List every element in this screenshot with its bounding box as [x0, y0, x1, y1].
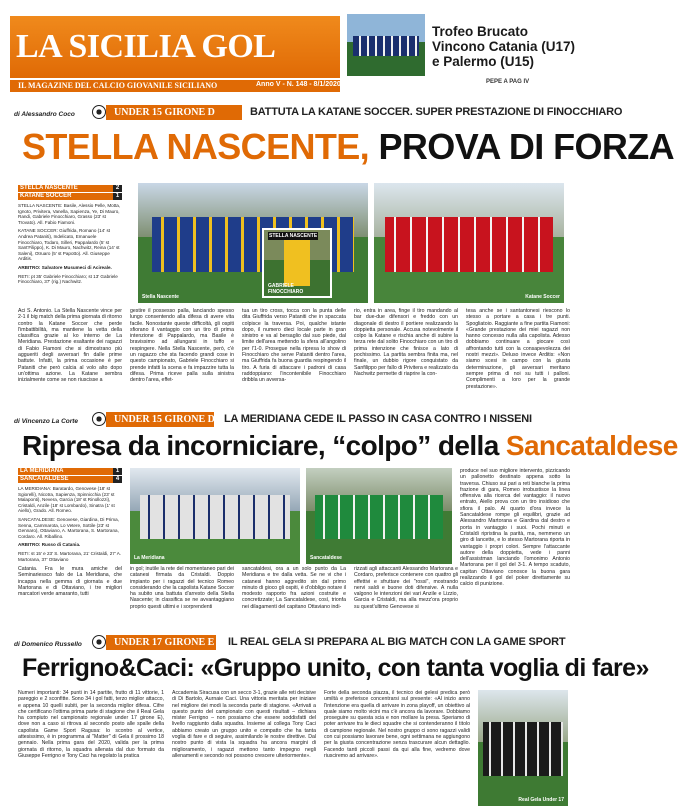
- article-kicker: LA MERIDIANA CEDE IL PASSO IN CASA CONTRO I NISSENI: [224, 413, 532, 425]
- article-column: in gol; inutile la rete del momentaneo pari dei catanesi firmata da Cristaldi. Doppio impianto per i ragazzi del tecnico Romeo considerando che la capolista Katane Soccer ha subito una battuta d'arresto della Stella Nascente; in classifica se ne avvantaggiano proprio questi ultimi e i sorprendenti: [130, 566, 234, 610]
- masthead: [0, 0, 580, 92]
- article-headline: Ferrigno&Caci: «Gruppo unito, con tanta voglia di fare»: [22, 654, 649, 682]
- photo-caption: Katane Soccer: [525, 294, 560, 300]
- article-kicker: IL REAL GELA SI PREPARA AL BIG MATCH CON LA GAME SPORT: [228, 636, 566, 648]
- article-headline: [22, 430, 678, 462]
- article-column: tesa anche se i santantonesi riescono lo stesso a portare a casa i tre punti. Spogliatoio. Raggiante a fine partita Fiamoni: «Grande prestazione dei miei ragazzi non hanno concesso nulla alla capolista. Adesso dobbiamo continuare a giocare così affrontando tutti con la consapevolezza dei nostri mezzi». Deluso invece Arditis: «Non siamo scesi in campo con la giusta determinazione, gli avversari meritano sempre prima di noi su tutti i palloni. Complimenti a loro per la grande prestazione».: [466, 308, 570, 390]
- photo-caption: Stella Nascente: [142, 294, 179, 300]
- article-kicker: BATTUTA LA KATANE SOCCER. SUPER PRESTAZIONE DI FINOCCHIARO: [250, 106, 623, 118]
- football-icon: [92, 412, 106, 426]
- scorers: RETI: st 15' e 23' S. Martorana, 21' Cristaldi, 27' A. Martorana, 37' Ottaviano: [18, 550, 122, 562]
- teaser-photo: [347, 14, 425, 76]
- home-team: STELLA NASCENTE: [20, 185, 78, 191]
- headline-part-1: Ripresa da incorniciare, “colpo” della: [22, 430, 506, 461]
- headline-part-2: PROVA DI FORZA: [369, 126, 675, 167]
- scorers: RETI: pt 35' Gabriele Finocchiaro; st 13' Gabriele Finocchiaro, 37' (rig.) Nachwitz.: [18, 273, 118, 285]
- referee: ARBITRO: Russo di Catania.: [18, 542, 81, 548]
- article-headline: [22, 126, 674, 168]
- away-team-row: [18, 476, 122, 483]
- team-photo-la-meridiana: [130, 468, 300, 564]
- player-name: GABRIELE FINOCCHIARO: [268, 283, 304, 295]
- home-team-row: [18, 185, 122, 192]
- masthead-subtitle: IL MAGAZINE DEL CALCIO GIOVANILE SICILIANO: [18, 81, 218, 90]
- article-column: Numeri importanti: 34 punti in 14 partite, frutto di 11 vittorie, 1 pareggio e 2 sconfitte. Sono 34 i gol fatti, terzo miglior attacco, e appena 10 quelli subiti, per la seconda miglior difesa. Cifre che certificano l'ottima prima parte di stagione che il Real Gela ha compiuto nel campionato regionale under 17 girone E), dove non a caso si ritrova al secondo posto alle spalle della capolista Game Sport Ragusa: lo scontro al vertice, attesissimo, è in programma al "Matter" di Gela il prossimo 18 gennaio. Nella prima gara del 2020, valida per la prima giornata di ritorno, la squadra allenata dal duo formato da Giuseppe Ferrigno e Tony Caci ha regolato la pratica: [18, 690, 164, 759]
- home-score: 2: [113, 185, 122, 192]
- article-author: di Domenico Russello: [14, 641, 82, 648]
- article-column: Catania. Fra le mura amiche del Seminariessco falo de La Meridiana, che incappa nella gemma di giornata e due Martorana e di Ottaviano, i tre migliori marcatori verde amaranto, tutti: [18, 566, 122, 598]
- away-team: KATANE SOCCER: [20, 193, 72, 199]
- photo-label: STELLA NASCENTE: [269, 233, 318, 239]
- player-photo: [262, 228, 332, 298]
- photo-caption: Sancataldese: [310, 555, 342, 561]
- article-column: produce nel suo migliore intervento, pizzicando un pallonetto destinato appena sotto la traversa. Chiuso sui pari a reti bianche la prima frazione di gara, Romeo irrobustisce la linea offensiva alla ricerca del vantaggio: il nuovo entrato, Aiello prova con un tiro insidioso che sfiora il palo. Al quarto d'ora invece la Sancataldese rompe gli equilibri, grazie ad Alessandro Martorana e Giardina dal destro e porta in vantaggio i suoi. Pochi minuti e Cristaldi ripristina la parità, ma, nemmeno un giro di lancette, e lo stesso Martorana riporta in vantaggio i propri colori. Sempre l'attaccante autore della doppietta, vede i panni dell'assistman lanciando l'omonimo Antonio Martorana per il gol del 3-1. A tempo scaduto, capitan Ottaviano conosce la buona gara realizzando il gol del poker direttamente su calcio di punizione.: [460, 468, 570, 588]
- photo-caption: La Meridiana: [134, 555, 165, 561]
- headline-part-1: STELLA NASCENTE,: [22, 126, 370, 167]
- away-team: SANCATALDESE: [20, 476, 69, 482]
- team-photo-real-gela: [478, 690, 568, 806]
- match-box-score: [18, 468, 122, 562]
- home-team-row: [18, 468, 122, 475]
- headline-part-2: Sancataldese: [505, 430, 678, 461]
- article-column: gestire il possesso palla, lanciando spesso lungo consentendo alla difesa di avere vita facile. Nonostante queste difficoltà, gli ospiti sfiorano il vantaggio con un tiro di prima intenzione di Pappalardo, ma Basile è bravissimo ad allungarsi in tuffo e respingere. Nella Stella Nascente, però, c'è un ragazzo che sta facendo grandi cose in questo campionato, Gabriele Finocchiaro si prende infatti la scena e fa impazzire tutta la difesa. Prima riceve palla sulla sinistra dentro l'area, effet-: [130, 308, 234, 384]
- article-author: di Vincenzo La Corte: [14, 418, 79, 425]
- section-label: UNDER 17 GIRONE E: [106, 635, 216, 650]
- article-column: Aci S. Antonio. La Stella Nascente vince per 2-1 il big match della prima giornata di ritorno contro la Katane Soccer che perde l'imbattibilità, ma mantiene la vetta della classifica grazie al ko interno de La Meridiana. Prestazione esaltante dei ragazzi di Fabio Fiamoni che si dimostrano più aggueriti degli avversari fin dalle prime battute. Infatti, la prima occasione è per Pataniti che però calcia al volo alto dopo un'ottima azione. La Katane sembra inizialmente come se non riuscisse a: [18, 308, 122, 384]
- masthead-title: LA SICILIA GOL: [16, 28, 276, 65]
- match-box-score: [18, 185, 122, 285]
- article-column: Forte della seconda piazza, il tecnico dei gelesi predica però umiltà e preferisce concentrarsi sul presente: «Al inizio anno l'intenzione era quella di arrivare in zona playoff, un obiettivo al quale siamo molto vicini ma c'è ancora da lavorare. Dobbiamo proseguire su questa scia e non mollare la presa. Speriamo di poter arrivare tra le dieci squadre che si contenderanno il titolo di campione regionale. Nel nostro gruppo ci sono ragazzi validi con cui possiamo lavorare bene, ogni settimana ne aggiungono per la giusta concentrazione senza trascurare alcun dettaglio. Facendo tanti piccoli passi da qui alla fine, vedremo dove riusciremo ad arrivare».: [324, 690, 470, 759]
- away-lineup: KATANE SOCCER: Giuffrida, Romano (14' st Andrea Pataniti), Indelicato, Emanuele Finocchiaro, Todaro, Silleri, Pappalardo (5' st Sant'Filippo), K. Di Mauro, Nachwitz, Reina (14' st Saleni), Otruaro (5' st Papotto). All. Giuseppe Arditis.: [18, 228, 120, 262]
- article-column: tua un tiro cross, tocca con la punta delle dita Giuffrida verso Pataniti che in spaccata colpisce la traversa. Poi, qualche istante dopo, il numero dieci locale parte in gran sinistro e va al bersaglio dal suo piede, dal limite dell'area mettendo la sfera all'angolino per l'1-0. Prosegue nella ripresa lo show di Finocchiaro che serve Pataniti dentro l'area, ma Giuffrida fa buona guardia respingendo il tiro. A furia di attaccare i padroni di casa raddoppiano: l'incontenibile Finocchiaro dribbla un avversa-: [242, 308, 346, 384]
- team-photo-stella-nascente: [138, 183, 368, 303]
- article-column: sancataldesi, ora a un solo punto da La Meridiana e tre dalla vetta. Se ne vi che i catanesi hanno aggredito sin dal primo minuto di gioco gli ospiti, è d'obbligo notare il modesto rapporto fra azioni costruite e concretizzate; La Sancataldese, così, trionfa nei dilagamenti del capitano Ottaviano indi-: [242, 566, 346, 610]
- home-team: LA MERIDIANA: [20, 468, 64, 474]
- football-icon: [92, 105, 106, 119]
- referee: ARBITRO: Salvatore Musumeci di Acireale.: [18, 264, 112, 270]
- photo-caption: Real Gela Under 17: [518, 797, 564, 803]
- away-team-row: [18, 193, 122, 200]
- article-column: rio, entra in area, finge il tiro mandando al bar due-due difensori e freddo con un diagonale di destro il portiere realizzando la doppietta personale. Accusa notevolmente il colpo la Katane e rischia anche di subire la terza rete dal solito Finocchiaro con un tiro di prima intenzione che finisce a lato di pochissimo. La partita sembra finita ma, nel finale, un dubbio rigore conquistato da Sanfilippo per fallo di Privitera e realizzato da Nachwitz permette di riaprire la con-: [354, 308, 458, 377]
- issue-info: Anno V - N. 148 - 8/1/2020: [256, 81, 341, 88]
- home-lineup: LA MERIDIANA: Baratardo, Genovese (18' st Sgiorelli), Nicotra, Sapienza, Spinnicchia (23' st Malaponti), Nevera, Garcia (18' st Rinollozzi), Cristaldi, Anzile (18' st Lombardo), Sinatra (1' st Aiello), Grado. All. Romeo.: [18, 486, 115, 514]
- article-author: di Alessandro Coco: [14, 111, 75, 118]
- teaser-title: Trofeo Brucato Vincono Catania (U17) e Palermo (U15): [432, 24, 576, 69]
- home-lineup: STELLA NASCENTE: Basile, Alessio Pelle, Motta, Ignoto, Privitera, Vanella, Sapienza, Ye, Di Mauro, Randi, Gabriele Finocchiaro, Grasso (23' st Trovato). All. Fabio Fiamoni.: [18, 203, 121, 225]
- team-photo-katane: [374, 183, 564, 303]
- section-label: UNDER 15 GIRONE D: [106, 105, 242, 120]
- section-label: UNDER 15 GIRONE D: [106, 412, 214, 427]
- away-score: 4: [113, 476, 122, 483]
- team-photo-sancataldese: [306, 468, 452, 564]
- football-icon: [92, 635, 106, 649]
- article-column: Accademia Siracusa con un secco 3-1, grazie alle reti decisive di Di Bartolo, Aurnaie Caci. Una vittoria meritata per iniziare nel migliore dei modi la seconda parte di stagione. «Arrivati a questo punto del campionato con questi risultati – dichiara mister Ferrigno – non possiamo che essere soddisfatti del livello raggiunto dalla squadra. Insieme al collega Tony Caci abbiamo creato un gruppo unito e compatto che ha tanta voglia di fare e di seguire, assimilando le nostre direttive. Dal nostro punto di vista la squadra ha ancora margini di miglioramento, i ragazzi mettono tanto impegno negli allenamenti e secondo noi possono crescere ulteriormente».: [172, 690, 316, 759]
- away-lineup: SANCATALDESE: Genovese, Giardina, Di Prima, Senna, Cammarota, Lo Vetere, Sottile (23' st Gennaro), Ottaviano, A. Martorana, S. Martorana, Cordaro. All. Riballino.: [18, 516, 119, 539]
- away-score: 1: [113, 193, 122, 200]
- teaser-page-ref: PEPE A PAG IV: [486, 79, 530, 85]
- home-score: 1: [113, 468, 122, 475]
- article-column: rizzati agli attaccanti Alessandro Martorana e Cordaro, preferisce contenere con quattro gli effettivi e sfruttare dei "rossi", mostrando nervi saldi e buone doti difensive. A nulla valgono le intenzioni dei vari Anzile e Lizzio, Garcia e Cristaldi, ma alla mezz'ora proprio su quest'ultimo Genovese si: [354, 566, 458, 610]
